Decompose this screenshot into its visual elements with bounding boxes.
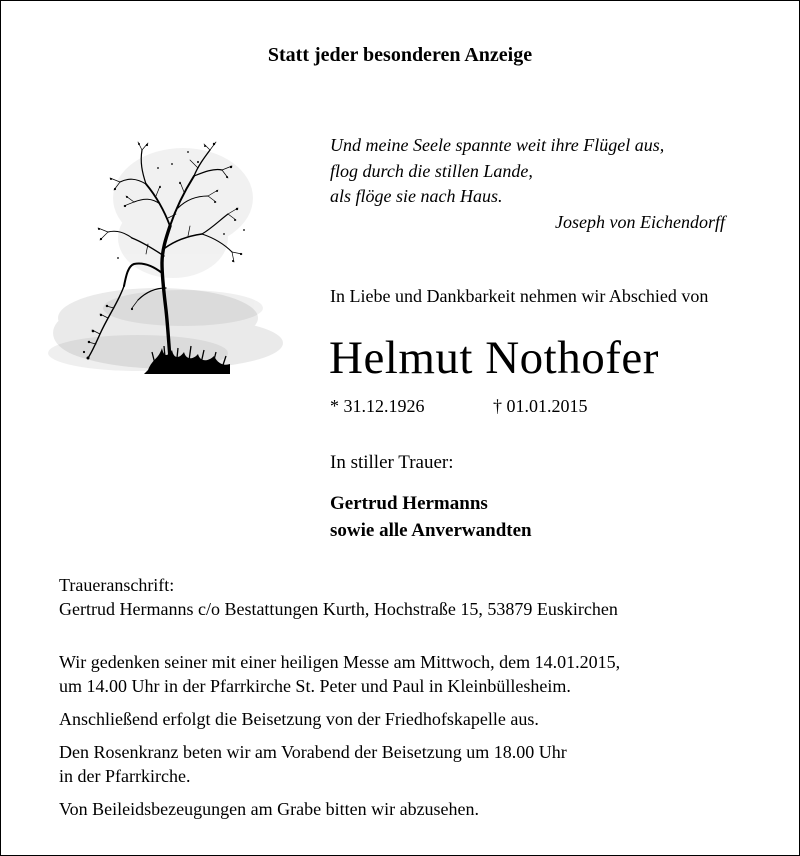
- life-dates: [330, 396, 588, 417]
- condolences-line: Von Beileidsbezeugungen am Grabe bitten wir abzusehen.: [59, 799, 480, 819]
- mourning-address: [59, 573, 618, 621]
- rosary-line: Den Rosenkranz beten wir am Vorabend der Beisetzung um 18.00 Uhr: [59, 742, 567, 762]
- address-label: Traueranschrift:: [59, 575, 175, 595]
- death-date: † 01.01.2015: [493, 396, 588, 416]
- tree-icon: [48, 138, 290, 388]
- mourners-list: [330, 490, 532, 544]
- address-text: Gertrud Hermanns c/o Bestattungen Kurth, Hochstraße 15, 53879 Euskirchen: [59, 599, 618, 619]
- rosary-paragraph: [59, 740, 759, 788]
- deceased-name: Helmut Nothofer: [329, 332, 659, 384]
- service-details: [59, 650, 759, 830]
- birth-date: * 31.12.1926: [330, 396, 425, 416]
- poem-line: als flöge sie nach Haus.: [330, 186, 503, 206]
- burial-paragraph: [59, 707, 759, 731]
- burial-line: Anschließend erfolgt die Beisetzung von der Friedhofskapelle aus.: [59, 709, 539, 729]
- mourner-name: Gertrud Hermanns: [330, 493, 488, 514]
- mourner-name: sowie alle Anverwandten: [330, 520, 532, 541]
- mass-line: Wir gedenken seiner mit einer heiligen Messe am Mittwoch, dem 14.01.2015,: [59, 652, 621, 672]
- mourners-label: In stiller Trauer:: [330, 452, 454, 473]
- rosary-line: in der Pfarrkirche.: [59, 766, 191, 786]
- poem-line: Und meine Seele spannte weit ihre Flügel aus,: [330, 135, 665, 155]
- mass-line: um 14.00 Uhr in der Pfarrkirche St. Peter und Paul in Kleinbüllesheim.: [59, 676, 571, 696]
- condolences-paragraph: [59, 797, 759, 821]
- poem-author: Joseph von Eichendorff: [555, 211, 725, 232]
- notice-header: Statt jeder besonderen Anzeige: [267, 44, 533, 66]
- mass-paragraph: [59, 650, 759, 698]
- farewell-intro: In Liebe und Dankbarkeit nehmen wir Abschied von: [330, 286, 709, 306]
- poem-line: flog durch die stillen Lande,: [330, 160, 533, 181]
- poem-quote: [330, 133, 730, 235]
